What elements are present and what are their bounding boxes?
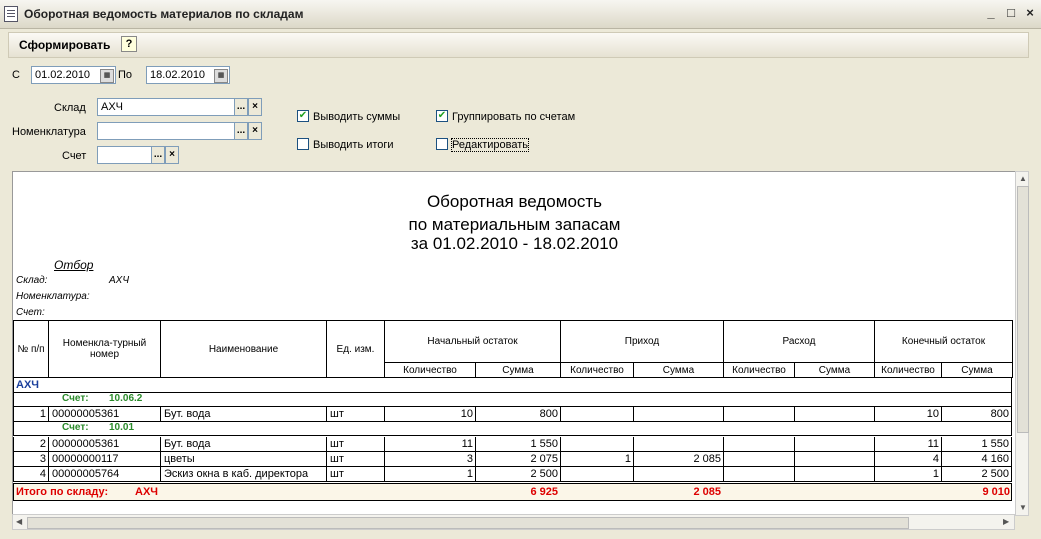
total-start-sum: 6 925 (530, 486, 558, 498)
cell-name[interactable]: цветы (160, 452, 327, 467)
date-to-field[interactable] (146, 66, 230, 84)
account-label: Счет: (62, 422, 89, 433)
selection-sklad-label: Склад: (16, 275, 48, 286)
total-label: Итого по складу: (16, 486, 109, 498)
calendar-icon[interactable]: ▦ (214, 69, 228, 83)
maximize-button[interactable]: □ (1007, 5, 1015, 20)
header-qty: Количество (723, 362, 795, 378)
scroll-left-icon[interactable]: ◀ (16, 517, 23, 526)
group-accounts-label[interactable]: Группировать по счетам (452, 111, 576, 123)
total-income-sum: 2 085 (693, 486, 721, 498)
show-sums-checkbox[interactable] (297, 110, 309, 122)
edit-checkbox[interactable] (436, 138, 448, 150)
header-income: Приход (560, 320, 724, 363)
scroll-thumb[interactable] (1017, 186, 1029, 433)
report-title: Оборотная ведомость (426, 192, 603, 211)
cell-is[interactable]: 2 085 (633, 452, 724, 467)
calendar-icon[interactable]: ▦ (100, 69, 114, 83)
header-qty: Количество (874, 362, 942, 378)
cell-n[interactable]: 2 (13, 437, 49, 452)
cell-es[interactable]: 800 (941, 407, 1012, 422)
date-from-value: 01.02.2010 (35, 69, 91, 81)
total-sklad: АХЧ (135, 486, 159, 498)
cell-name[interactable]: Бут. вода (160, 437, 327, 452)
table-row[interactable] (13, 467, 1012, 482)
period-from-label: С (12, 69, 20, 81)
cell-ss[interactable]: 2 075 (475, 452, 561, 467)
cell-name[interactable]: Эскиз окна в каб. директора (160, 467, 327, 482)
cell-is[interactable] (633, 467, 724, 482)
report-subtitle: по материальным запасам (408, 215, 621, 234)
table-row[interactable] (13, 437, 1012, 452)
group-row: АХЧ (13, 378, 1012, 393)
cell-oq[interactable] (723, 407, 795, 422)
group-accounts-checkbox[interactable] (436, 110, 448, 122)
header-sum: Сумма (794, 362, 875, 378)
nomen-field[interactable] (97, 122, 235, 140)
date-to-value: 18.02.2010 (150, 69, 206, 81)
cell-name[interactable]: Бут. вода (160, 407, 327, 422)
header-num: № п/п (13, 320, 49, 378)
header-qty: Количество (560, 362, 634, 378)
cell-unit[interactable]: шт (326, 452, 385, 467)
close-button[interactable]: × (1026, 5, 1034, 20)
cell-sq[interactable]: 1 (384, 467, 476, 482)
cell-os[interactable] (794, 437, 875, 452)
period-to-label: По (118, 69, 133, 81)
scroll-up-icon[interactable]: ▲ (1019, 174, 1027, 183)
cell-os[interactable] (794, 467, 875, 482)
scroll-down-icon[interactable]: ▼ (1019, 503, 1027, 512)
scroll-thumb[interactable] (27, 517, 909, 529)
cell-eq[interactable]: 11 (874, 437, 942, 452)
minimize-button[interactable]: _ (987, 5, 995, 20)
header-sum: Сумма (475, 362, 561, 378)
cell-ss[interactable]: 800 (475, 407, 561, 422)
header-code: Номенкла-турный номер (48, 320, 161, 378)
schet-label: Счет (62, 150, 87, 162)
cell-oq[interactable] (723, 452, 795, 467)
cell-code[interactable]: 00000005361 (48, 407, 161, 422)
total-row (13, 483, 1012, 501)
cell-sq[interactable]: 3 (384, 452, 476, 467)
selection-sklad-value: АХЧ (109, 275, 130, 286)
cell-oq[interactable] (723, 437, 795, 452)
edit-label[interactable]: Редактировать (452, 139, 528, 151)
header-end: Конечный остаток (874, 320, 1013, 363)
report-area[interactable] (12, 171, 1017, 516)
account-label: Счет: (62, 393, 89, 404)
cell-n[interactable]: 3 (13, 452, 49, 467)
cell-os[interactable] (794, 452, 875, 467)
cell-code[interactable]: 00000000117 (48, 452, 161, 467)
title-bar (0, 0, 1041, 29)
show-totals-checkbox[interactable] (297, 138, 309, 150)
nomen-select-button[interactable]: ... (234, 122, 248, 140)
form-button[interactable]: Сформировать (19, 38, 111, 52)
document-icon (4, 6, 18, 22)
sklad-label: Склад (54, 102, 86, 114)
schet-clear-button[interactable]: × (165, 146, 179, 164)
sklad-field[interactable]: АХЧ (97, 98, 235, 116)
header-sum: Сумма (941, 362, 1013, 378)
cell-eq[interactable]: 10 (874, 407, 942, 422)
nomen-label: Номенклатура (12, 126, 86, 138)
selection-title: Отбор (54, 258, 94, 272)
cell-ss[interactable]: 2 500 (475, 467, 561, 482)
cell-iq[interactable] (560, 467, 634, 482)
window-title: Оборотная ведомость материалов по складам (24, 7, 304, 21)
nomen-clear-button[interactable]: × (248, 122, 262, 140)
sklad-clear-button[interactable]: × (248, 98, 262, 116)
header-start: Начальный остаток (384, 320, 561, 363)
schet-field[interactable] (97, 146, 152, 164)
cell-eq[interactable]: 1 (874, 467, 942, 482)
cell-sq[interactable]: 10 (384, 407, 476, 422)
account-code: 10.06.2 (109, 393, 143, 404)
schet-select-button[interactable]: ... (151, 146, 165, 164)
account-code: 10.01 (109, 422, 135, 433)
cell-ss[interactable]: 1 550 (475, 437, 561, 452)
toolbar (8, 32, 1029, 58)
cell-es[interactable]: 2 500 (941, 467, 1012, 482)
selection-nomen-label: Номенклатура: (16, 291, 90, 302)
cell-unit[interactable]: шт (326, 407, 385, 422)
cell-es[interactable]: 1 550 (941, 437, 1012, 452)
scroll-right-icon[interactable]: ▶ (1003, 517, 1010, 526)
cell-eq[interactable]: 4 (874, 452, 942, 467)
header-sum: Сумма (633, 362, 724, 378)
account-row (13, 393, 1012, 407)
date-from-field[interactable] (31, 66, 116, 84)
show-totals-label[interactable]: Выводить итоги (313, 139, 394, 151)
cell-iq[interactable] (560, 437, 634, 452)
cell-code[interactable]: 00000005361 (48, 437, 161, 452)
cell-iq[interactable] (560, 407, 634, 422)
sklad-select-button[interactable]: ... (234, 98, 248, 116)
cell-os[interactable] (794, 407, 875, 422)
header-name: Наименование (160, 320, 327, 378)
cell-oq[interactable] (723, 467, 795, 482)
cell-is[interactable] (633, 407, 724, 422)
header-unit: Ед. изм. (326, 320, 385, 378)
show-sums-label[interactable]: Выводить суммы (313, 111, 401, 123)
cell-sq[interactable]: 11 (384, 437, 476, 452)
total-end-sum: 9 010 (982, 486, 1010, 498)
cell-iq[interactable]: 1 (560, 452, 634, 467)
horizontal-scrollbar[interactable] (12, 514, 1015, 530)
cell-is[interactable] (633, 437, 724, 452)
report-period: за 01.02.2010 - 18.02.2010 (410, 234, 619, 253)
header-outcome: Расход (723, 320, 875, 363)
header-qty: Количество (384, 362, 476, 378)
account-row (13, 422, 1012, 436)
help-icon[interactable]: ? (121, 36, 137, 52)
cell-n[interactable]: 4 (13, 467, 49, 482)
table-row[interactable] (13, 407, 1012, 422)
cell-n[interactable]: 1 (13, 407, 49, 422)
selection-schet-label: Счет: (16, 307, 45, 318)
cell-code[interactable]: 00000005764 (48, 467, 161, 482)
vertical-scrollbar[interactable] (1015, 171, 1029, 516)
cell-unit[interactable]: шт (326, 467, 385, 482)
cell-unit[interactable]: шт (326, 437, 385, 452)
cell-es[interactable]: 4 160 (941, 452, 1012, 467)
table-row[interactable] (13, 452, 1012, 467)
